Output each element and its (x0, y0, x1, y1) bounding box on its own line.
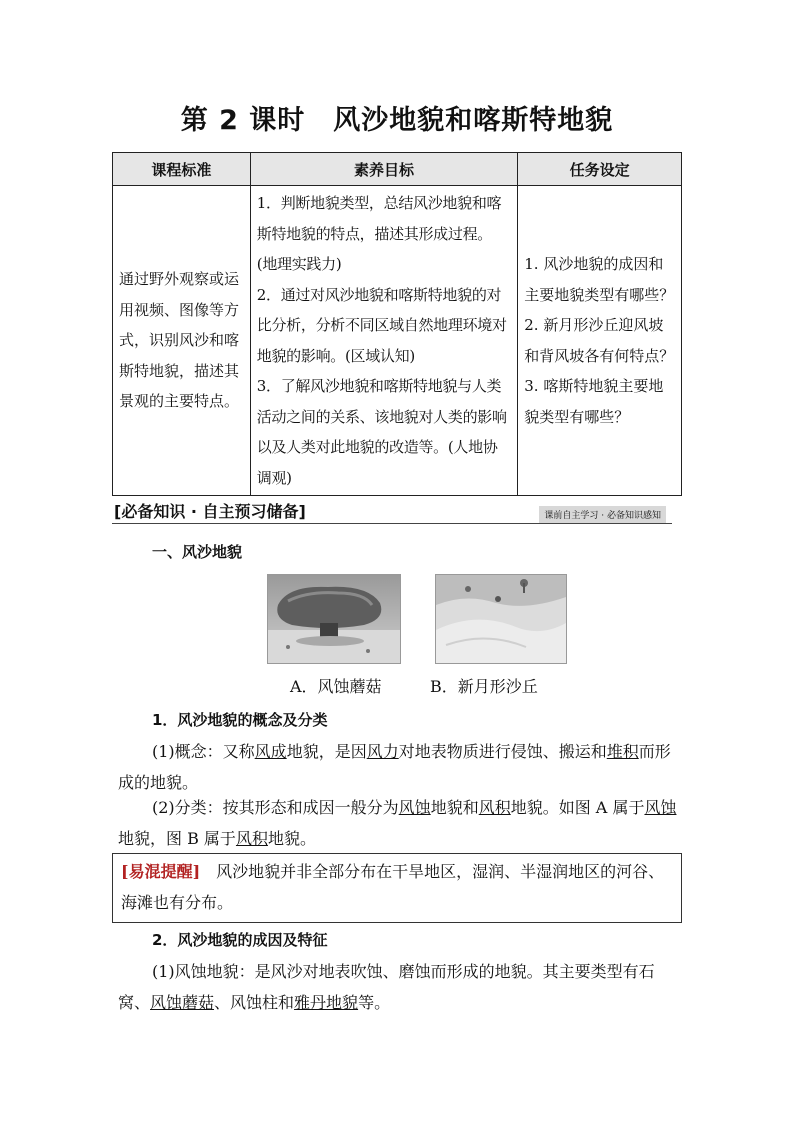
blank-answer: 雅丹地貌 (294, 993, 359, 1012)
blank-answer: 风积 (235, 829, 268, 848)
mushroom-rock-image (267, 574, 401, 664)
formation-paragraph: (1)风蚀地貌：是风沙对地表吹蚀、磨蚀而形成的地貌。其主要类型有石窝、风蚀蘑菇、风蚀柱和雅丹地貌等。 (118, 962, 655, 1012)
blank-answer: 风蚀蘑菇 (150, 993, 215, 1012)
section-header (112, 497, 672, 524)
blank-answer: 风蚀 (644, 798, 677, 817)
curriculum-standard-cell: 通过野外观察或运用视频、图像等方式，识别风沙和喀斯特地貌，描述其景观的主要特点。 (113, 186, 251, 496)
blank-answer: 风蚀 (398, 798, 431, 817)
table-header-row (113, 153, 682, 186)
table-row (113, 186, 682, 496)
warning-box (112, 853, 682, 923)
concept-paragraph: (1)概念：又称风成地貌，是因风力对地表物质进行侵蚀、搬运和堆积而形成的地貌。 (118, 742, 671, 792)
section-title: [必备知识 · 自主预习储备] (114, 502, 306, 521)
classification-paragraph: (2)分类：按其形态和成因一般分为风蚀地貌和风积地貌。如图 A 属于风蚀地貌，图 B 属于风积地貌。 (118, 798, 677, 848)
caption-b: B．新月形沙丘 (430, 677, 538, 696)
blank-answer: 风积 (478, 798, 511, 817)
warning-text: 风沙地貌并非全部分布在干旱地区，湿润、半湿润地区的河谷、海滩也有分布。 (121, 862, 665, 912)
blank-answer: 风力 (366, 742, 399, 761)
blank-answer: 风成 (254, 742, 287, 761)
concept-heading: 1．风沙地貌的概念及分类 (152, 711, 328, 729)
formation-heading: 2．风沙地貌的成因及特征 (152, 931, 328, 949)
page-title: 第 2 课时 风沙地貌和喀斯特地貌 (180, 105, 614, 136)
warning-tag: [易混提醒] (121, 862, 201, 881)
header-literacy-goals: 素养目标 (250, 153, 517, 186)
crescent-dune-image (435, 574, 567, 664)
curriculum-table (112, 152, 682, 496)
blank-answer: 堆积 (606, 742, 639, 761)
task-setting-cell: 1. 风沙地貌的成因和主要地貌类型有哪些？ 2. 新月形沙丘迎风坡和背风坡各有何特点？ 3. 喀斯特地貌主要地貌类型有哪些？ (518, 186, 682, 496)
heading-wind-sand-landforms: 一、风沙地貌 (152, 543, 243, 561)
caption-a: A．风蚀蘑菇 (290, 677, 382, 696)
literacy-goals-cell: 1．判断地貌类型，总结风沙地貌和喀斯特地貌的特点，描述其形成过程。(地理实践力) 2．通过对风沙地貌和喀斯特地貌的对比分析，分析不同区域自然地理环境对地貌的影响。(区域认知) 3．了解风沙地貌和喀斯特地貌与人类活动之间的关系、该地貌对人类的影响以及人类对此地貌的改造等。(人地协调观) (250, 186, 517, 496)
header-curriculum-standard: 课程标准 (113, 153, 251, 186)
header-task-setting: 任务设定 (518, 153, 682, 186)
section-badge: 课前自主学习 · 必备知识感知 (539, 506, 666, 523)
